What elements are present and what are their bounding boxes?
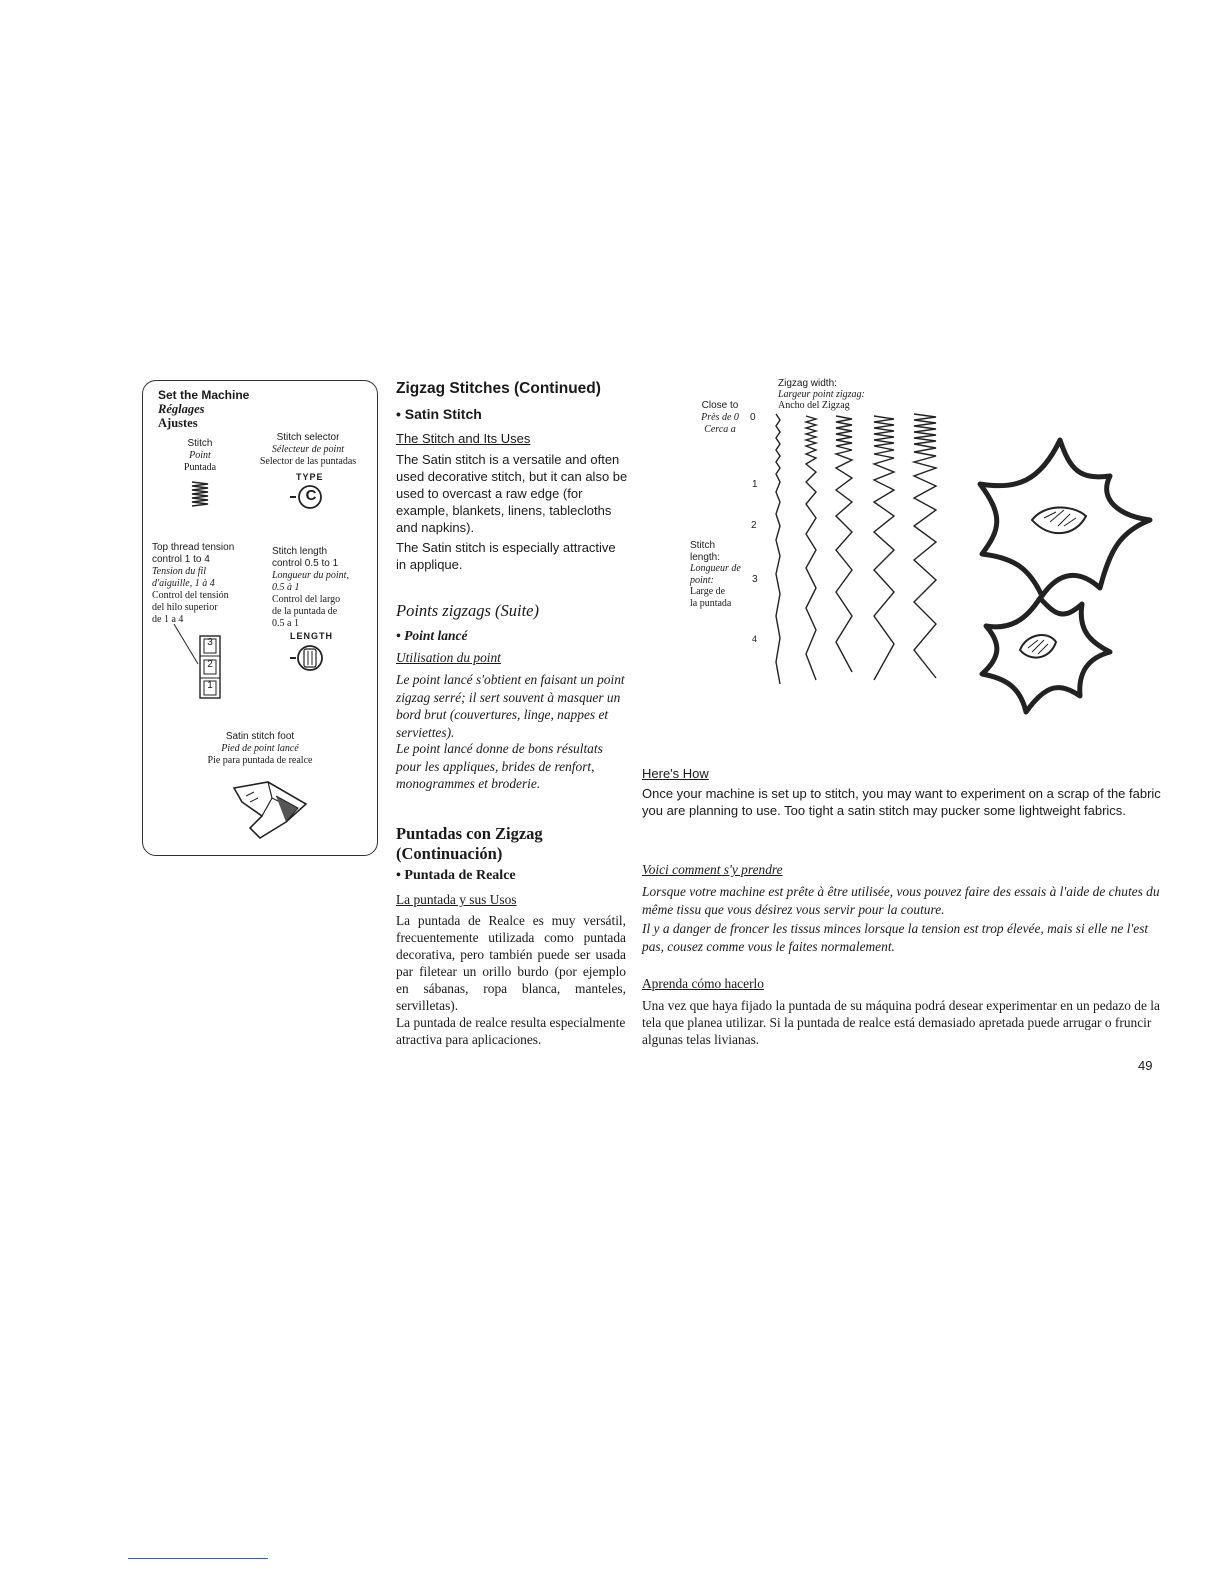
length-label: Stitch length control 0.5 to 1 Longueur du point, 0.5 à 1 Control del largo de la puntada de 0.5 a 1 [272,546,349,629]
satin-foot-icon [228,778,312,842]
zigzag-column-1 [776,414,780,684]
fr-subheading: Utilisation du point [396,650,501,665]
foot-label: Satin stitch foot Pied de point lancé Pie para puntada de realce [207,731,313,766]
es-howto-heading: Aprenda cómo hacerlo [642,976,764,991]
en-heading: Zigzag Stitches (Continued) [396,380,601,397]
tension-label: Top thread tension control 1 to 4 Tension du fil d'aiguille, 1 à 4 Control del tensión del hilo superior de 1 a 4 [152,542,235,625]
fr-howto-text-2: Il y a danger de froncer les tissus minces lorsque la tension est trop élevée, mais si elle ne l'est pas, cousez comme vous le faites normalement. [642,921,1149,954]
footer-rule [128,1558,268,1559]
es-para-2: La puntada de realce resulta especialmente atractiva para aplicaciones. [396,1015,626,1047]
zigzag-column-3 [836,416,852,672]
fr-howto-text-1: Lorsque votre machine est prête à être utilisée, vous pouvez faire des essais à l'aide de chutes du même tissu que vous désirez vous servir pour la couture. [642,884,1160,917]
panel-title-fr: Réglages [158,402,205,416]
length-dial-label: LENGTH [290,631,333,641]
zigzag-stitch-samples [770,410,950,690]
applique-flowers-illustration [960,420,1160,730]
fr-howto-heading: Voici comment s'y prendre [642,862,783,877]
en-howto-text: Once your machine is set up to stitch, you may want to experiment on a scrap of the fabric you are planning to use. Too tight a satin stitch may pucker some lightweight fabrics. [642,786,1161,818]
length-3: 3 [752,574,758,585]
en-howto-heading: Here's How [642,766,709,781]
dial-number-1: 1 [207,680,213,691]
es-para-1: La puntada de Realce es muy versátil, frecuentemente utilizada como puntada decorativa, pero también puede ser usada par filetear un orillo burdo (por ejemplo en sábanas, ropa blanca, manteles, servilletas). [396,913,626,1013]
selector-label: Stitch selector Sélecteur de point Selector de las puntadas [259,432,357,467]
fr-bullet: • Point lancé [396,628,468,643]
zigzag-column-5 [914,414,936,678]
stitch-length-label: Stitch length: Longueur de point: Large de la puntada [690,540,741,609]
panel-title-es: Ajustes [158,416,198,430]
zigzag-column-4 [874,416,894,680]
type-value: C [305,487,317,504]
dial-number-3: 3 [207,637,213,648]
length-4: 4 [752,634,758,644]
es-bullet: • Puntada de Realce [396,868,516,883]
fr-para-1: Le point lancé s'obtient en faisant un point zigzag serré; il sert souvent à masquer un bord brut (couvertures, linge, nappes et serviettes). [396,672,625,740]
page-number: 49 [1138,1058,1153,1073]
length-1: 1 [752,479,758,490]
close-to-label: Close to Près de 0 Cerca a [701,400,739,435]
fr-heading: Points zigzags (Suite) [396,601,539,620]
length-dial [288,640,332,676]
zigzag-column-2 [806,416,816,680]
panel-title-en: Set the Machine [158,388,250,402]
tension-dial [170,620,230,700]
satin-stitch-icon [190,480,210,508]
es-howto-text: Una vez que haya fijado la puntada de su máquina podrá desear experimentar en un pedazo de la tela que planea utilizar. Si la puntada de realce está demasiado apretada puede arrugar o fruncir algunas telas livianas. [642,998,1160,1047]
type-label: TYPE [296,472,324,482]
length-2: 2 [751,520,757,531]
zigzag-width-label: Zigzag width: Largeur point zigzag: Ancho del Zigzag [778,378,865,411]
es-heading: Puntadas con Zigzag (Continuación) [396,824,543,863]
es-subheading: La puntada y sus Usos [396,892,517,907]
fr-para-2: Le point lancé donne de bons résultats pour les appliques, brides de renfort, monogrammes et broderie. [396,741,603,791]
en-subheading: The Stitch and Its Uses [396,431,531,446]
en-para-1: The Satin stitch is a versatile and often used decorative stitch, but it can also be used to overcast a raw edge (for example, blankets, linens, tablecloths and napkins). [396,452,628,535]
dial-number-2: 2 [207,659,213,670]
length-zero: 0 [750,412,756,423]
en-para-2: The Satin stitch is especially attractive in applique. [396,540,616,572]
stitch-label: Stitch Point Puntada [183,438,217,473]
en-bullet: • Satin Stitch [396,406,482,422]
